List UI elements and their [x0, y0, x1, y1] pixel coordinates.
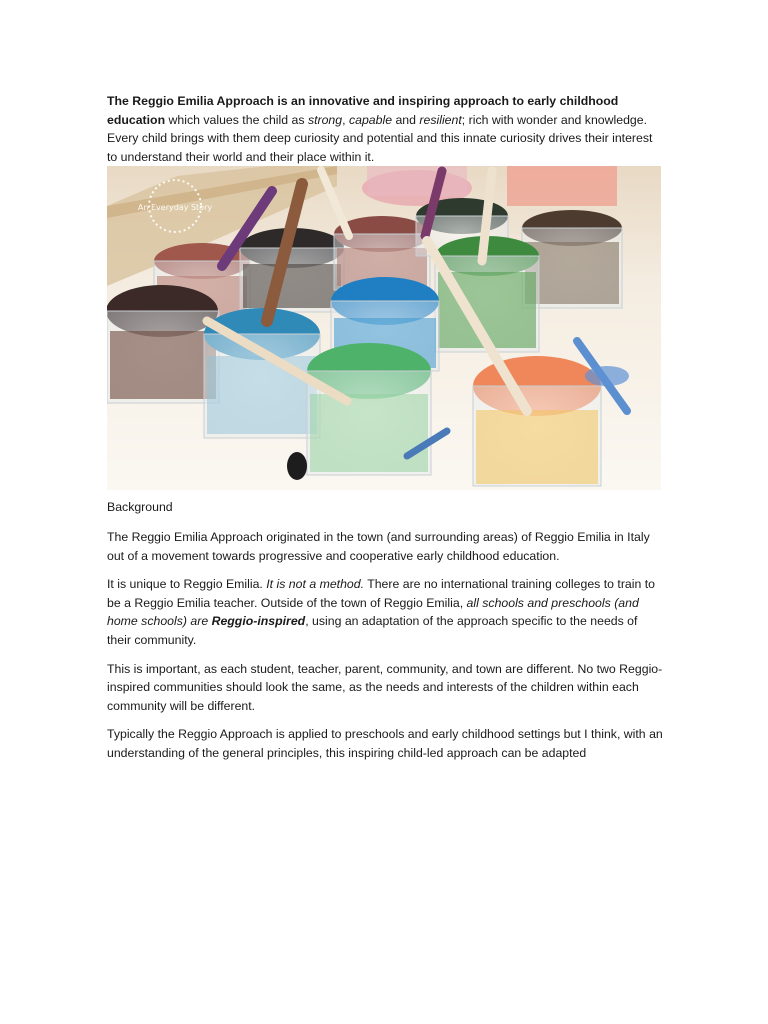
paragraph-text: There are no international training colleges to train to be a Reggio Emilia teacher. Outside of the town of Reggio Emilia,: [107, 577, 655, 610]
paragraph-em: all schools and preschools (and home schools) are: [107, 595, 639, 629]
background-heading: Background: [107, 500, 173, 515]
background-paragraph-3: This is important, as each student, teacher, parent, community, and town are different. No two Reggio-inspired communities should look the same, as the needs and interests of the children within each community will be different.: [107, 661, 663, 713]
paragraph-text: , using an adaptation of the approach specific to the needs of their community.: [107, 614, 638, 647]
background-paragraph-1: The Reggio Emilia Approach originated in the town (and surrounding areas) of Reggio Emilia in Italy out of a movement towards progressive and cooperative early childhood education.: [107, 529, 650, 563]
paragraph-text: It is unique to Reggio Emilia.: [107, 577, 267, 592]
intro-em-capable: capable: [348, 112, 393, 127]
intro-paragraph: [107, 92, 663, 166]
intro-text: and: [392, 112, 420, 127]
paint-jars-photo: [107, 166, 661, 490]
intro-bold-lead: The Reggio Emilia Approach is an innovative and inspiring approach to early childhood education: [107, 94, 619, 127]
intro-text: ; rich with wonder and knowledge. Every child brings with them deep curiosity and potential and this innate curiosity drives their interest to understand their world and their place within it.: [107, 112, 653, 164]
paragraph-strong: Reggio-inspired: [211, 614, 306, 629]
photo-watermark: An Everyday Story: [137, 203, 213, 213]
intro-em-strong: strong: [307, 112, 343, 127]
document-body: [107, 92, 663, 773]
paragraph-em: It is not a method.: [266, 577, 365, 592]
paint-jars-illustration: [107, 166, 661, 490]
intro-text: which values the child as: [165, 112, 308, 127]
intro-text: ,: [342, 112, 349, 127]
background-paragraph-2: [107, 575, 663, 649]
intro-em-resilient: resilient: [419, 112, 462, 127]
background-paragraph-4: Typically the Reggio Approach is applied to preschools and early childhood settings but I think, with an understanding of the general principles, this inspiring child-led approach can be adapted: [107, 727, 663, 760]
